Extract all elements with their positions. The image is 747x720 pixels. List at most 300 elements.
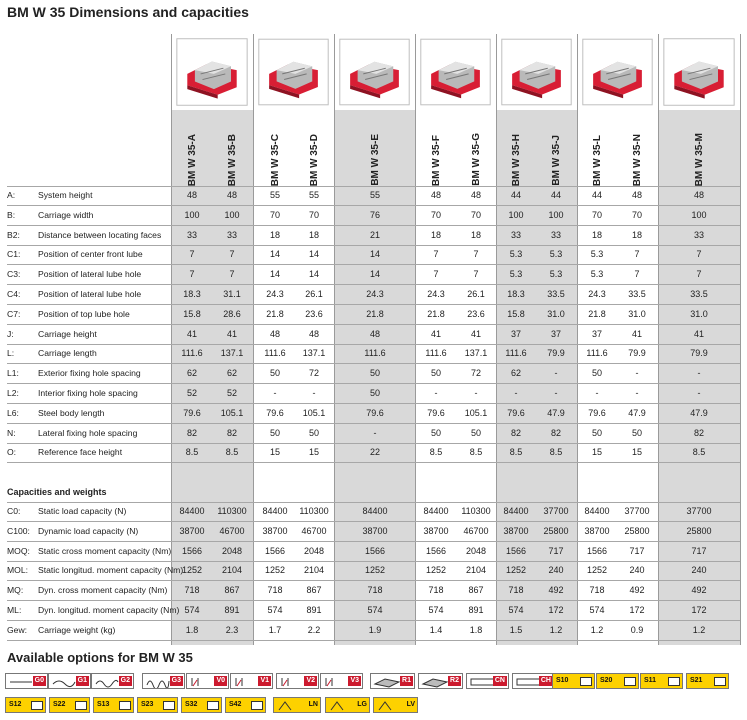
table-cell: 7 <box>229 249 235 260</box>
table-cell: - <box>635 388 639 398</box>
model-header <box>627 130 647 186</box>
option-s23 <box>137 697 178 713</box>
table-cell: 37700 <box>686 506 712 516</box>
product-image-7 <box>661 34 737 110</box>
table-cell: 84400 <box>179 506 205 516</box>
table-cell: 18.3 <box>507 289 525 299</box>
table-cell: 1.2 <box>692 624 706 635</box>
option-code: V3 <box>350 677 359 684</box>
table-cell: 18 <box>430 229 441 240</box>
table-cell: 2.2 <box>307 624 321 635</box>
product-image-3 <box>337 34 412 110</box>
row-label <box>7 186 92 206</box>
table-cell: 41 <box>226 328 237 339</box>
table-cell: 82 <box>693 427 704 438</box>
table-cell: - <box>474 388 478 398</box>
row-label <box>7 384 138 404</box>
table-cell: 79.9 <box>547 348 565 359</box>
model-header <box>689 130 709 186</box>
table-cell: 100 <box>508 209 524 220</box>
row-label <box>7 601 179 621</box>
table-cell: 55 <box>369 190 380 200</box>
table-cell: 172 <box>548 605 564 615</box>
table-cell: 79.9 <box>628 348 646 359</box>
option-icon <box>233 676 261 688</box>
row-label <box>7 285 141 305</box>
table-cell: 718 <box>589 585 605 596</box>
table-cell: 574 <box>267 605 283 615</box>
table-cell: 100 <box>691 209 707 220</box>
table-cell: 33 <box>186 229 197 240</box>
table-cell: 33 <box>550 229 561 240</box>
table-cell: 18 <box>308 229 319 240</box>
model-label: BM W 35-N <box>631 133 643 186</box>
table-cell: 50 <box>269 368 280 379</box>
table-cell: 79.6 <box>266 407 284 418</box>
table-cell: 48 <box>693 190 704 200</box>
table-cell: 38700 <box>362 525 388 536</box>
row-label <box>7 206 93 226</box>
row-code: Gew: <box>7 624 28 635</box>
table-cell: 24.3 <box>427 289 445 299</box>
product-image-5 <box>499 34 574 110</box>
page-title: BM W 35 Dimensions and capacities <box>7 4 249 20</box>
table-cell: 137.1 <box>464 348 488 359</box>
table-cell: 717 <box>548 545 564 556</box>
table-cell: 1.7 <box>268 624 282 635</box>
table-cell: 8.5 <box>692 447 706 458</box>
table-cell: 111.6 <box>264 348 286 359</box>
table-cell: 70 <box>591 209 602 220</box>
row-text: Position of lateral lube hole <box>38 269 142 280</box>
table-cell: 0.9 <box>630 624 644 635</box>
table-cell: - <box>697 368 701 379</box>
option-code: LG <box>357 701 367 708</box>
option-ln <box>273 697 321 713</box>
row-label <box>7 443 122 463</box>
option-icon <box>668 677 680 686</box>
table-cell: 7 <box>634 269 640 280</box>
option-icon <box>373 676 401 688</box>
table-cell: 48 <box>369 328 380 339</box>
option-icon <box>31 701 43 710</box>
model-header <box>546 130 566 186</box>
table-cell: 79.9 <box>690 348 708 359</box>
option-v2 <box>276 673 319 689</box>
table-cell: 5.3 <box>549 249 563 260</box>
table-cell: 110300 <box>299 506 329 516</box>
table-cell: 7 <box>696 269 702 280</box>
table-cell: 38700 <box>584 525 610 536</box>
table-cell: 41 <box>470 328 481 339</box>
table-cell: 8.5 <box>469 447 483 458</box>
table-cell: 48 <box>269 328 280 339</box>
row-code: L: <box>7 348 15 359</box>
row-code: N: <box>7 427 16 438</box>
table-cell: 8.5 <box>549 447 563 458</box>
option-code: V2 <box>306 677 315 684</box>
table-cell: 50 <box>470 427 481 438</box>
row-text: Reference face height <box>38 447 123 458</box>
table-cell: 18 <box>631 229 642 240</box>
table-cell: 41 <box>430 328 441 339</box>
table-cell: 84400 <box>503 506 529 516</box>
row-text: Lateral fixing hole spacing <box>38 427 138 438</box>
option-icon <box>329 699 349 711</box>
row-code: MQ: <box>7 585 24 596</box>
option-g0 <box>5 673 48 689</box>
table-cell: 14 <box>269 269 280 280</box>
row-label <box>7 265 141 285</box>
table-cell: 8.5 <box>225 447 239 458</box>
table-cell: 62 <box>186 368 197 379</box>
table-cell: 47.9 <box>690 407 708 418</box>
table-cell: 1.9 <box>368 624 382 635</box>
model-label: BM W 35-A <box>186 133 198 186</box>
option-g1 <box>48 673 91 689</box>
table-cell: 25800 <box>624 525 650 536</box>
table-cell: 105.1 <box>464 407 488 418</box>
option-v0 <box>186 673 229 689</box>
table-cell: 72 <box>470 368 481 379</box>
option-icon <box>277 699 297 711</box>
row-label <box>7 424 137 444</box>
table-cell: 111.6 <box>586 348 608 359</box>
row-text: Carriage height <box>38 328 97 339</box>
option-code: S13 <box>97 701 110 708</box>
row-label <box>7 522 138 542</box>
table-cell: 79.6 <box>183 407 201 418</box>
table-cell: 46700 <box>463 525 489 536</box>
table-cell: 14 <box>308 269 319 280</box>
option-icon <box>421 676 449 688</box>
model-label: BM W 35-D <box>308 133 320 186</box>
option-code: R2 <box>450 677 459 684</box>
table-cell: 111.6 <box>425 348 447 359</box>
table-cell: 52 <box>186 388 197 398</box>
table-cell: 84400 <box>584 506 610 516</box>
row-text: Position of top lube hole <box>38 308 130 319</box>
table-cell: 2.3 <box>225 624 239 635</box>
table-cell: 21.8 <box>588 308 606 319</box>
table-cell: 7 <box>433 269 439 280</box>
row-label <box>7 226 161 246</box>
row-text: Static longitud. moment capacity (Nm) <box>38 565 184 576</box>
table-cell: 2048 <box>221 545 243 556</box>
model-label: BM W 35-G <box>470 133 482 186</box>
row-label <box>7 305 130 325</box>
table-cell: 26.1 <box>305 289 323 299</box>
table-cell: 1.5 <box>509 624 523 635</box>
table-cell: 5.3 <box>590 249 604 260</box>
option-s11 <box>640 673 683 689</box>
option-code: G0 <box>34 677 44 684</box>
table-cell: 15.8 <box>183 308 201 319</box>
table-cell: 33 <box>510 229 521 240</box>
table-cell: 1.8 <box>469 624 483 635</box>
option-code: V0 <box>216 677 225 684</box>
table-cell: 7 <box>189 249 195 260</box>
option-code: S12 <box>9 701 22 708</box>
table-cell: 8.5 <box>509 447 523 458</box>
option-g2 <box>91 673 134 689</box>
table-cell: 111.6 <box>505 348 527 359</box>
table-cell: 891 <box>224 605 240 615</box>
table-cell: 1252 <box>364 565 386 576</box>
option-v3 <box>320 673 363 689</box>
option-cn <box>466 673 509 689</box>
table-cell: 21.8 <box>366 308 384 319</box>
table-cell: - <box>434 388 438 398</box>
row-code: C0: <box>7 506 21 516</box>
column-divider <box>334 34 335 645</box>
table-cell: 24.3 <box>588 289 606 299</box>
table-cell: 25800 <box>543 525 569 536</box>
table-cell: 891 <box>468 605 484 615</box>
option-code: G2 <box>120 677 130 684</box>
table-cell: 50 <box>591 368 602 379</box>
table-cell: 50 <box>308 427 319 438</box>
option-code: S42 <box>229 701 242 708</box>
row-label <box>7 561 183 581</box>
table-cell: 100 <box>548 209 564 220</box>
row-code: A: <box>7 190 16 200</box>
table-cell: 111.6 <box>364 348 386 359</box>
product-image-1 <box>174 34 250 110</box>
table-cell: 105.1 <box>302 407 326 418</box>
table-cell: 15 <box>269 447 280 458</box>
row-code: J: <box>7 328 14 339</box>
table-cell: - <box>273 388 277 398</box>
column-divider <box>658 34 659 645</box>
table-cell: 137.1 <box>302 348 326 359</box>
option-ch <box>512 673 555 689</box>
row-text: Steel body length <box>38 407 105 418</box>
option-s42 <box>225 697 266 713</box>
option-code: G1 <box>77 677 87 684</box>
table-cell: 37700 <box>543 506 569 516</box>
option-code: S10 <box>556 677 569 684</box>
table-cell: 18 <box>269 229 280 240</box>
table-cell: - <box>373 427 377 438</box>
row-code: L6: <box>7 407 19 418</box>
option-code: CH <box>540 677 551 684</box>
table-cell: 48 <box>430 190 441 200</box>
table-cell: 1.2 <box>549 624 563 635</box>
table-cell: 33 <box>693 229 704 240</box>
table-cell: 79.6 <box>507 407 525 418</box>
table-cell: 24.3 <box>366 289 384 299</box>
option-lv <box>373 697 418 713</box>
table-cell: 111.6 <box>181 348 203 359</box>
table-cell: 1.4 <box>429 624 443 635</box>
table-cell: 1252 <box>586 565 608 576</box>
product-image-6 <box>580 34 655 110</box>
table-cell: 38700 <box>179 525 205 536</box>
table-cell: 18 <box>591 229 602 240</box>
table-cell: 1566 <box>364 545 386 556</box>
table-cell: 100 <box>224 209 240 220</box>
option-r1 <box>370 673 415 689</box>
table-cell: - <box>554 368 558 379</box>
table-cell: 172 <box>691 605 707 615</box>
table-cell: 47.9 <box>547 407 565 418</box>
table-cell: 76 <box>369 209 380 220</box>
column-divider <box>253 34 254 645</box>
table-cell: 82 <box>186 427 197 438</box>
table-cell: 50 <box>591 427 602 438</box>
table-cell: 867 <box>468 585 484 596</box>
table-cell: 84400 <box>423 506 449 516</box>
table-cell: 1566 <box>264 545 286 556</box>
table-cell: 7 <box>189 269 195 280</box>
table-cell: 48 <box>470 190 481 200</box>
table-cell: - <box>595 388 599 398</box>
table-cell: 70 <box>308 209 319 220</box>
table-cell: 15 <box>591 447 602 458</box>
option-icon <box>624 677 636 686</box>
row-code: L2: <box>7 388 19 398</box>
table-cell: 38700 <box>262 525 288 536</box>
table-cell: 44 <box>550 190 561 200</box>
table-cell: 21.8 <box>427 308 445 319</box>
table-cell: 574 <box>367 605 383 615</box>
table-cell: 574 <box>508 605 524 615</box>
table-cell: 1.2 <box>590 624 604 635</box>
row-label <box>7 344 97 364</box>
table-cell: 50 <box>430 427 441 438</box>
table-cell: 70 <box>470 209 481 220</box>
table-cell: 718 <box>184 585 200 596</box>
table-cell: 50 <box>430 368 441 379</box>
row-text: Exterior fixing hole spacing <box>38 368 141 379</box>
option-s20 <box>596 673 639 689</box>
row-label <box>7 621 115 641</box>
table-cell: 1252 <box>425 565 447 576</box>
table-cell: 44 <box>510 190 521 200</box>
table-cell: 492 <box>629 585 645 596</box>
table-cell: 50 <box>631 427 642 438</box>
model-label: BM W 35-F <box>430 134 442 186</box>
model-header <box>265 130 285 186</box>
table-cell: 5.3 <box>549 269 563 280</box>
option-s21 <box>686 673 729 689</box>
table-cell: 50 <box>369 368 380 379</box>
option-icon <box>75 701 87 710</box>
table-cell: 48 <box>226 190 237 200</box>
model-label: BM W 35-M <box>693 132 705 186</box>
table-cell: 33.5 <box>628 289 646 299</box>
table-cell: 18 <box>470 229 481 240</box>
table-cell: 718 <box>267 585 283 596</box>
option-icon <box>323 676 351 688</box>
table-cell: 79.6 <box>588 407 606 418</box>
options-heading: Available options for BM W 35 <box>7 650 193 665</box>
table-cell: 718 <box>367 585 383 596</box>
table-cell: 100 <box>184 209 200 220</box>
table-cell: 26.1 <box>467 289 485 299</box>
option-code: S32 <box>185 701 198 708</box>
table-cell: 8.5 <box>185 447 199 458</box>
option-code: S22 <box>53 701 66 708</box>
row-code: C4: <box>7 289 21 299</box>
option-lg <box>325 697 370 713</box>
option-s22 <box>49 697 90 713</box>
table-cell: 5.3 <box>509 249 523 260</box>
option-s10 <box>552 673 595 689</box>
model-header <box>466 130 486 186</box>
table-cell: 22 <box>369 447 380 458</box>
row-label <box>7 502 126 522</box>
model-header <box>587 130 607 186</box>
table-cell: 55 <box>308 190 319 200</box>
table-cell: 240 <box>548 565 564 576</box>
table-cell: 84400 <box>262 506 288 516</box>
product-image-2 <box>256 34 331 110</box>
row-code: O: <box>7 447 17 458</box>
row-text: Carriage length <box>38 348 97 359</box>
table-cell: 44 <box>591 190 602 200</box>
row-code: C7: <box>7 308 21 319</box>
table-cell: 574 <box>428 605 444 615</box>
table-cell: 1.8 <box>185 624 199 635</box>
table-cell: 50 <box>269 427 280 438</box>
table-cell: 1566 <box>586 545 608 556</box>
table-cell: 84400 <box>362 506 388 516</box>
table-cell: 50 <box>369 388 380 398</box>
row-text: Carriage width <box>38 209 94 220</box>
table-cell: 5.3 <box>509 269 523 280</box>
table-cell: 2104 <box>465 565 487 576</box>
option-r2 <box>418 673 463 689</box>
table-cell: 41 <box>631 328 642 339</box>
table-cell: 41 <box>186 328 197 339</box>
row-text: Interior fixing hole spacing <box>38 388 138 398</box>
table-cell: 14 <box>369 269 380 280</box>
table-cell: 8.5 <box>429 447 443 458</box>
table-cell: 14 <box>308 249 319 260</box>
table-cell: 31.0 <box>547 308 565 319</box>
table-cell: 7 <box>473 249 479 260</box>
option-code: V1 <box>260 677 269 684</box>
table-cell: 33.5 <box>690 289 708 299</box>
option-icon <box>207 701 219 710</box>
table-cell: 14 <box>369 249 380 260</box>
model-label: BM W 35-C <box>269 133 281 186</box>
table-cell: 891 <box>306 605 322 615</box>
table-cell: 28.6 <box>223 308 241 319</box>
table-cell: 14 <box>269 249 280 260</box>
row-code: C100: <box>7 525 30 536</box>
table-cell: 48 <box>631 190 642 200</box>
table-cell: 7 <box>433 249 439 260</box>
table-cell: - <box>697 388 701 398</box>
table-cell: 37 <box>591 328 602 339</box>
table-cell: - <box>312 388 316 398</box>
table-cell: 110300 <box>461 506 491 516</box>
table-cell: 52 <box>226 388 237 398</box>
table-cell: 21 <box>369 229 380 240</box>
table-cell: 82 <box>550 427 561 438</box>
option-v1 <box>230 673 273 689</box>
table-cell: 82 <box>226 427 237 438</box>
option-code: LN <box>308 701 318 708</box>
table-cell: 15.8 <box>507 308 525 319</box>
row-code: MOQ: <box>7 545 30 556</box>
table-cell: 46700 <box>219 525 245 536</box>
table-cell: 2104 <box>221 565 243 576</box>
table-cell: - <box>635 368 639 379</box>
